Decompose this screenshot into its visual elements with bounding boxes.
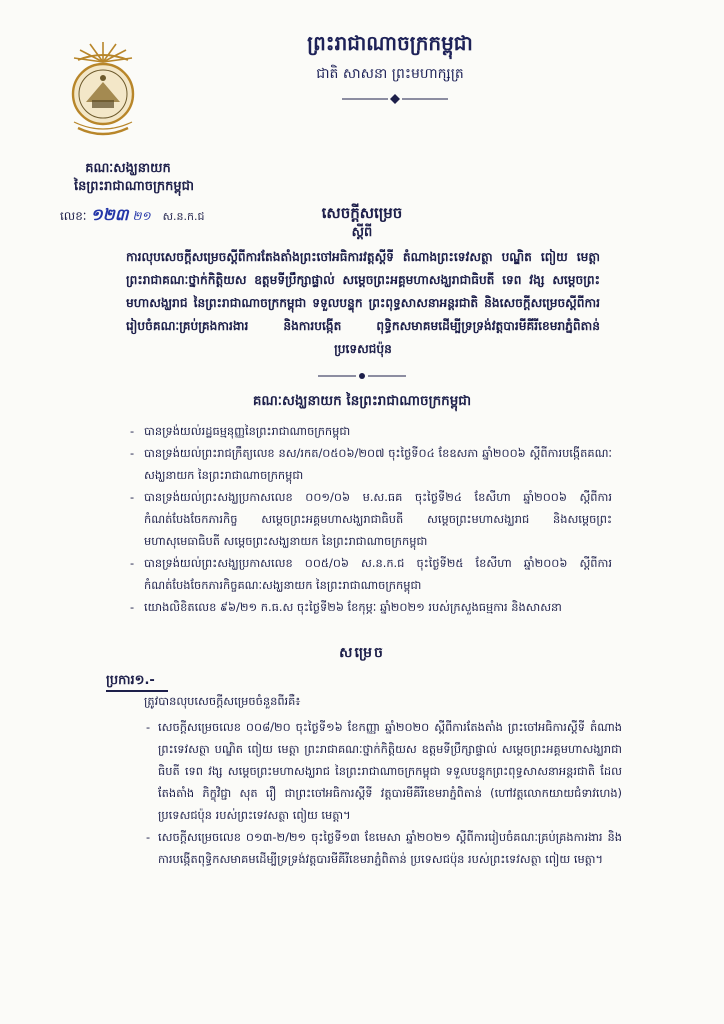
reference-year-handwritten: ២១ bbox=[132, 209, 151, 223]
article-item: - សេចក្ដីសម្រេចលេខ ០០៨/២០ ចុះថ្ងៃទី១៦ ខែកញ្ញា ឆ្នាំ២០២០ ស្ដីពីការតែងតាំង ព្រះចៅអធិការស្ដីទី តំណាងព្រះទេវសត្ថា បណ្ឌិត ពៀយ មេត្តា ព្រះរាជាគណៈថ្នាក់កិត្តិយស ឧត្ដមទីប្រឹក្សាផ្ទាល់ សម្ដេចព្រះអគ្គមហាសង្ឃរាជាធិបតី ទេព វង្ស សម្ដេចព្រះមហាសង្ឃរាជ នៃព្រះរាជាណាចក្រកម្ពុជា ទទួលបន្ទុកព្រះពុទ្ធសាសនាអន្តរជាតិ ដែលតែងតាំង ភិក្ខុវិជ្ជា សុត រឿ ជាព្រះចៅអធិការស្ដីទី វត្តបារមីគីរីខេមរាភ្នំពិតាន់ (ហៅវត្តលោកយាយជំទាវហេង) ប្រទេសជប៉ុន របស់ព្រះទេវសត្ថា ពៀយ មេត្តា។ bbox=[144, 716, 622, 826]
buddhist-institute-seal-icon bbox=[64, 36, 142, 146]
preamble-item: - បានទ្រង់យល់ព្រះសង្ឃប្រកាសលេខ ០០១/០៦ ម.ស.ធគ ចុះថ្ងៃទី២៤ ខែសីហា ឆ្នាំ២០០៦ ស្ដីពីការកំណត់បែងចែកភារកិច្ច សម្ដេចព្រះអគ្គមហាសង្ឃរាជាធិបតី សម្ដេចព្រះមហាសង្ឃរាជ និងសម្ដេចព្រះមហាសុមេធាធិបតី សម្ដេចព្រះសង្ឃនាយក នៃព្រះរាជាណាចក្រកម្ពុជា bbox=[128, 486, 612, 552]
article-heading: ប្រការ១.- bbox=[106, 673, 155, 688]
issuer-name-line2: នៃព្រះរាជាណាចក្រកម្ពុជា bbox=[73, 179, 195, 194]
article-item: - សេចក្ដីសម្រេចលេខ ០១៣-២/២១ ចុះថ្ងៃទី១៣ ខែមេសា ឆ្នាំ២០២១ ស្ដីពីការរៀបចំគណៈគ្រប់គ្រងការងារ និងការបង្កើតពុទ្ធិកសមាគមដើម្បីទ្រទ្រង់វត្តបារមីគីរីខេមរាភ្នំពិតាន់ ប្រទេសជប៉ុន របស់ព្រះទេវសត្ថា ពៀយ មេត្តា។ bbox=[144, 826, 622, 870]
article-intro: ត្រូវបានលុបសេចក្ដីសម្រេចចំនួនពីរគឺ៖ bbox=[144, 694, 301, 708]
preamble-item: - បានទ្រង់យល់ព្រះសង្ឃប្រកាសលេខ ០០៥/០៦ ស.ន.ក.ជ ចុះថ្ងៃទី២៥ ខែសីហា ឆ្នាំ២០០៦ ស្ដីពីការកំណត់បែងចែកភារកិច្ចគណៈសង្ឃនាយក នៃព្រះរាជាណាចក្រកម្ពុជា bbox=[128, 552, 612, 596]
preamble-item: - យោងលិខិតលេខ ៩៦/២១ ក.ធ.ស ចុះថ្ងៃទី២៦ ខែកុម្ភៈ ឆ្នាំ២០២១ របស់ក្រសួងធម្មការ និងសាសនា bbox=[128, 596, 612, 618]
document-subject: ការលុបសេចក្ដីសម្រេចស្ដីពីការតែងតាំងព្រះចៅអធិការវត្តស្ដីទី តំណាងព្រះទេវសត្ថា បណ្ឌិត ពៀយ មេត្តា ព្រះរាជាគណៈថ្នាក់កិត្តិយស ឧត្ដមទីប្រឹក្សាផ្ទាល់ សម្ដេចព្រះអគ្គមហាសង្ឃរាជាធិបតី ទេព វង្ស សម្ដេចព្រះមហាសង្ឃរាជ នៃព្រះរាជាណាចក្រកម្ពុជា ទទួលបន្ទុក ព្រះពុទ្ធសាសនាអន្តរជាតិ និងសេចក្ដីសម្រេចស្ដីពីការរៀបចំគណៈគ្រប់គ្រងការងារ និងការបង្កើត ពុទ្ធិកសមាគមដើម្បីទ្រទ្រង់វត្តបារមីគីរីខេមរាភ្នំពិតាន់ ប្រទេសជប៉ុន bbox=[126, 250, 600, 356]
article-underline bbox=[106, 690, 168, 692]
authority-heading: គណៈសង្ឃនាយក នៃព្រះរាជាណាចក្រកម្ពុជា bbox=[252, 393, 472, 409]
ornament-divider bbox=[316, 370, 408, 382]
issuer-name: គណៈសង្ឃនាយក bbox=[85, 161, 171, 176]
preamble-list bbox=[128, 420, 612, 618]
reference-suffix: ស.ន.ក.ជ bbox=[162, 210, 205, 223]
reference-number-handwritten: ១២៣ bbox=[90, 205, 129, 224]
ornament-divider bbox=[340, 92, 450, 106]
preamble-item: - បានទ្រង់យល់រដ្ឋធម្មនុញ្ញនៃព្រះរាជាណាចក្រកម្ពុជា bbox=[128, 420, 612, 442]
document-type-title: សេចក្ដីសម្រេច bbox=[321, 204, 403, 222]
article-items bbox=[144, 716, 622, 870]
reference-label: លេខៈ bbox=[60, 209, 87, 223]
kingdom-motto: ជាតិ សាសនា ព្រះមហាក្សត្រ bbox=[316, 66, 464, 82]
document-about-label: ស្ដីពី bbox=[351, 225, 373, 240]
decision-heading: សម្រេច bbox=[339, 645, 385, 661]
preamble-item: - បានទ្រង់យល់ព្រះរាជក្រឹត្យលេខ នស/រកត/០៥០៦/២០៧ ចុះថ្ងៃទី០៤ ខែឧសភា ឆ្នាំ២០០៦ ស្ដីពីការបង្កើតគណៈសង្ឃនាយក នៃព្រះរាជាណាចក្រកម្ពុជា bbox=[128, 442, 612, 486]
kingdom-title: ព្រះរាជាណាចក្រកម្ពុជា bbox=[307, 31, 473, 55]
